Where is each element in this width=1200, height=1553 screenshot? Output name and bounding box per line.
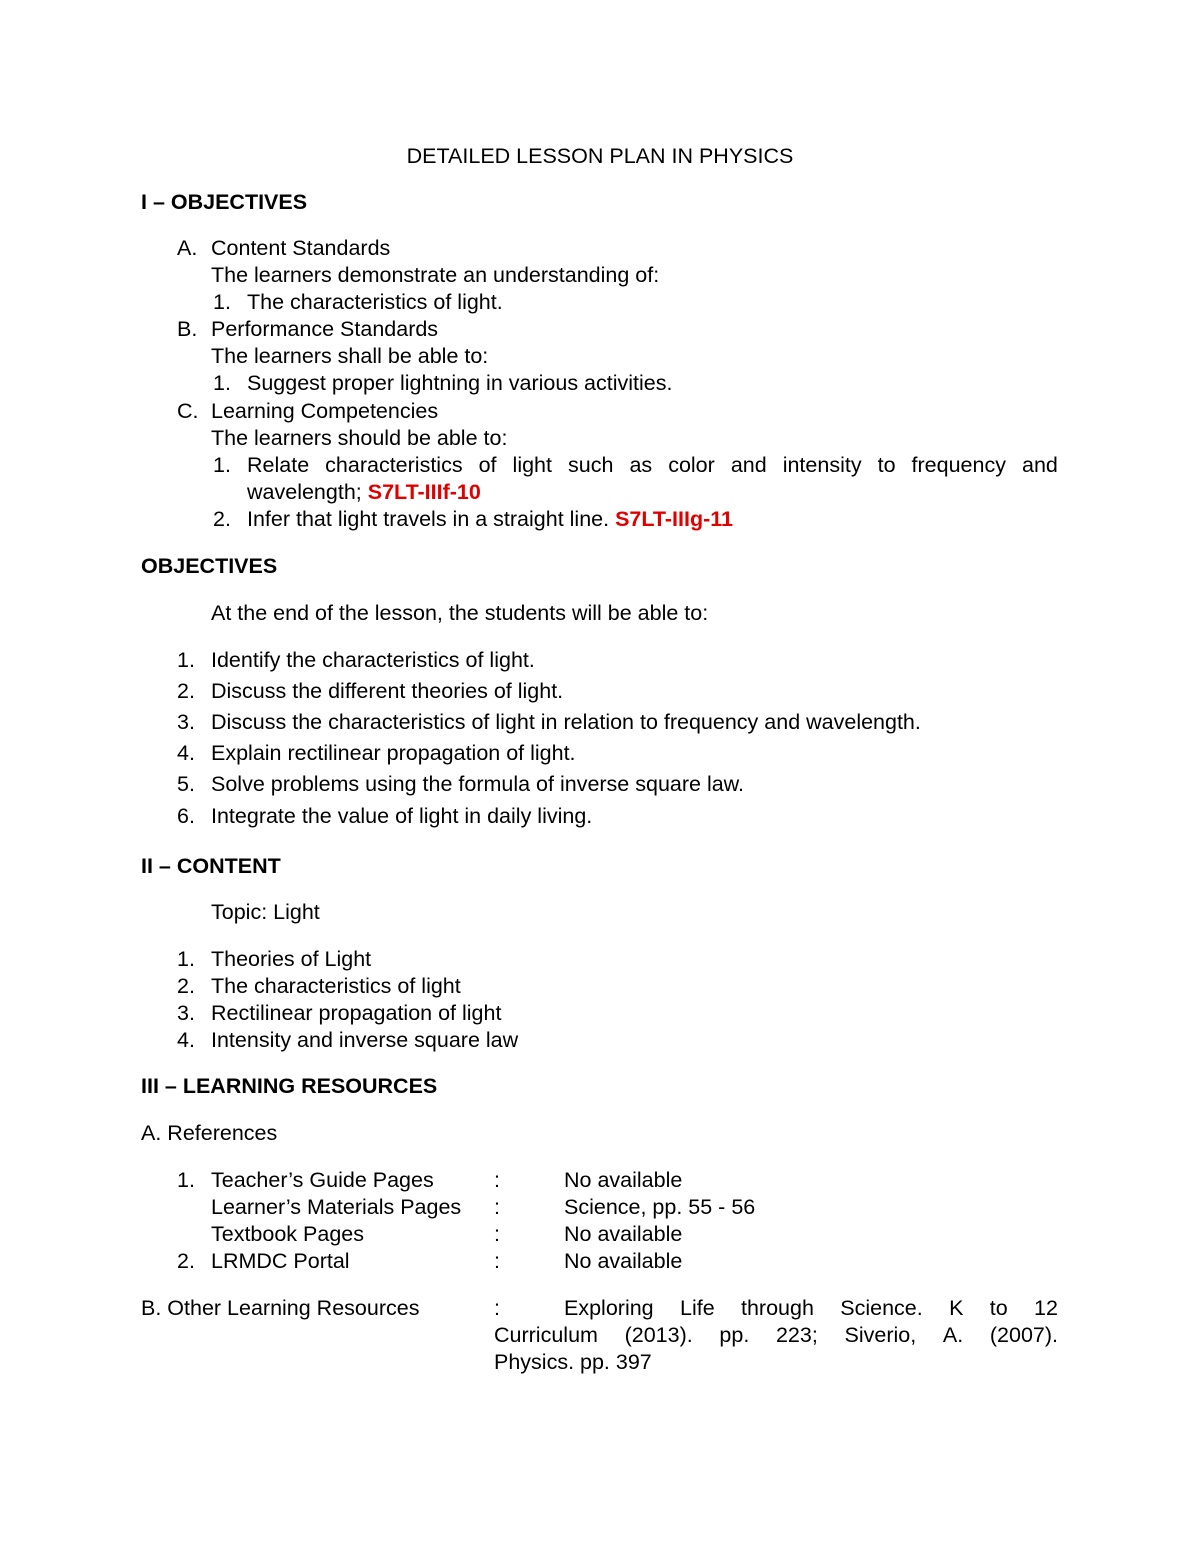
word: Science. (840, 1296, 923, 1320)
objective-number: 2. (177, 679, 195, 703)
reference-label: Textbook Pages (211, 1222, 364, 1246)
word: through (741, 1296, 814, 1320)
content-item: The characteristics of light (211, 974, 461, 998)
word: Siverio, (844, 1323, 917, 1347)
references-label: A. References (141, 1121, 278, 1145)
reference-colon: : (494, 1168, 500, 1192)
content-number: 2. (177, 974, 195, 998)
objective-item: Integrate the value of light in daily living. (211, 804, 593, 828)
section-objectives-heading: I – OBJECTIVES (141, 190, 308, 214)
content-standards-intro: The learners demonstrate an understanding of: (211, 263, 660, 287)
content-item: Intensity and inverse square law (211, 1028, 519, 1052)
word: intensity (782, 453, 862, 477)
competency-1-line (247, 452, 1058, 479)
word: and (1021, 453, 1058, 477)
objectives-intro: At the end of the lesson, the students will be able to: (211, 601, 709, 625)
word: pp. (719, 1323, 750, 1347)
item-letter: C. (177, 399, 199, 423)
objective-item: Solve problems using the formula of inverse square law. (211, 772, 744, 796)
competency-1-text: wavelength; (247, 480, 362, 504)
performance-standards-item: Suggest proper lightning in various activities. (247, 371, 673, 395)
content-standards-item: The characteristics of light. (247, 290, 503, 314)
word: and (730, 453, 767, 477)
content-item: Rectilinear propagation of light (211, 1001, 502, 1025)
content-number: 4. (177, 1028, 195, 1052)
learning-resources-heading: III – LEARNING RESOURCES (141, 1074, 438, 1098)
other-resources-label: B. Other Learning Resources (141, 1296, 420, 1320)
objectives-heading: OBJECTIVES (141, 554, 278, 578)
other-resources-colon: : (494, 1296, 500, 1320)
word: such (568, 453, 614, 477)
competency-1-continuation (247, 479, 481, 506)
reference-value: No available (564, 1222, 683, 1246)
reference-number: 1. (177, 1168, 195, 1192)
objective-item: Explain rectilinear propagation of light. (211, 741, 576, 765)
content-heading: II – CONTENT (141, 854, 281, 878)
page-title: DETAILED LESSON PLAN IN PHYSICS (406, 144, 794, 168)
item-number: 1. (213, 290, 231, 314)
word: Curriculum (494, 1323, 598, 1347)
word: (2013). (624, 1323, 693, 1347)
objective-item: Identify the characteristics of light. (211, 648, 535, 672)
learning-competencies-label: Learning Competencies (211, 399, 439, 423)
word: 223; (775, 1323, 818, 1347)
learning-competencies-intro: The learners should be able to: (211, 426, 508, 450)
word: Life (679, 1296, 715, 1320)
competency-code: S7LT-IIIf-10 (367, 480, 481, 504)
word: frequency (911, 453, 1006, 477)
competency-2 (247, 506, 733, 533)
objective-item: Discuss the different theories of light. (211, 679, 564, 703)
word: A. (942, 1323, 964, 1347)
topic-label: Topic: Light (211, 900, 320, 924)
reference-label: Teacher’s Guide Pages (211, 1168, 434, 1192)
objective-number: 6. (177, 804, 195, 828)
word: light (512, 453, 552, 477)
word: as (629, 453, 653, 477)
performance-standards-label: Performance Standards (211, 317, 439, 341)
content-item: Theories of Light (211, 947, 372, 971)
reference-colon: : (494, 1195, 500, 1219)
word: K (949, 1296, 964, 1320)
content-number: 1. (177, 947, 195, 971)
word: of (478, 453, 497, 477)
content-standards-label: Content Standards (211, 236, 391, 260)
reference-label: LRMDC Portal (211, 1249, 350, 1273)
other-resources-line-1 (564, 1295, 1058, 1322)
reference-colon: : (494, 1222, 500, 1246)
word: (2007). (989, 1323, 1058, 1347)
item-number: 2. (213, 507, 231, 531)
reference-number: 2. (177, 1249, 195, 1273)
word: 12 (1034, 1296, 1058, 1320)
other-resources-line-2 (494, 1322, 1058, 1349)
performance-standards-intro: The learners shall be able to: (211, 344, 489, 368)
reference-colon: : (494, 1249, 500, 1273)
objective-number: 5. (177, 772, 195, 796)
item-number: 1. (213, 371, 231, 395)
objective-item: Discuss the characteristics of light in relation to frequency and wavelength. (211, 710, 921, 734)
reference-value: No available (564, 1168, 683, 1192)
word: Relate (247, 453, 310, 477)
word: to (877, 453, 896, 477)
objective-number: 3. (177, 710, 195, 734)
content-number: 3. (177, 1001, 195, 1025)
other-resources-line-3: Physics. pp. 397 (494, 1350, 652, 1374)
item-letter: A. (177, 236, 198, 260)
objective-number: 4. (177, 741, 195, 765)
word: to (989, 1296, 1008, 1320)
item-number: 1. (213, 453, 231, 477)
item-letter: B. (177, 317, 198, 341)
objective-number: 1. (177, 648, 195, 672)
reference-label: Learner’s Materials Pages (211, 1195, 462, 1219)
word: color (668, 453, 715, 477)
reference-value: Science, pp. 55 - 56 (564, 1195, 756, 1219)
reference-value: No available (564, 1249, 683, 1273)
word: characteristics (325, 453, 463, 477)
competency-code: S7LT-IIIg-11 (615, 507, 733, 531)
competency-2-text: Infer that light travels in a straight line. (247, 507, 610, 531)
word: Exploring (564, 1296, 654, 1320)
